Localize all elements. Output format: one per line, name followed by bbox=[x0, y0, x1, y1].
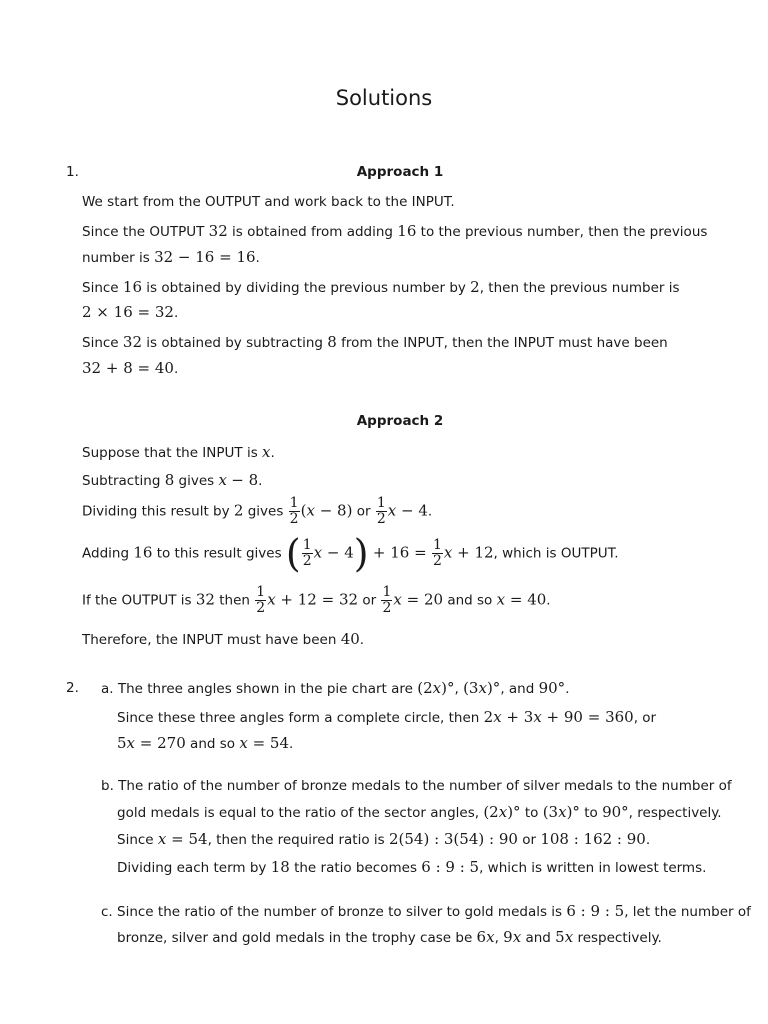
page-title: Solutions bbox=[335, 86, 433, 110]
question-1-number: 1. bbox=[66, 164, 79, 180]
approach-1-heading: Approach 1 bbox=[356, 164, 444, 180]
part-c-line-2: bronze, silver and gold medals in the trophy case be 6x, 9x and 5x respectively. bbox=[117, 928, 662, 946]
part-b-line-2: gold medals is equal to the ratio of the sector angles, (2x)° to (3x)° to 90°, respectively. bbox=[117, 803, 722, 821]
approach-2-line-4: Adding 16 to this result gives ( $\frac{1}{2}$ x − 4) + 16 = $\frac{1}{2}$ x + 12, which is OUTPUT. bbox=[82, 531, 619, 576]
fraction-one-half: $\frac{1}{2}$ bbox=[376, 495, 386, 527]
approach-1-line-7: 32 + 8 = 40. bbox=[82, 359, 179, 377]
approach-1-line-4: Since 16 is obtained by dividing the previous number by 2, then the previous number is bbox=[82, 278, 680, 296]
approach-2-line-6: Therefore, the INPUT must have been 40. bbox=[82, 630, 365, 648]
part-a-line-2: Since these three angles form a complete circle, then 2x + 3x + 90 = 360, or bbox=[117, 708, 657, 726]
approach-1-line-6: Since 32 is obtained by subtracting 8 from the INPUT, then the INPUT must have been bbox=[82, 333, 668, 351]
part-c-line-1: c. Since the ratio of the number of bronze to silver to gold medals is 6 : 9 : 5, let the number of bbox=[101, 902, 751, 920]
approach-1-line-1: We start from the OUTPUT and work back to the INPUT. bbox=[82, 194, 455, 210]
fraction-one-half: $\frac{1}{2}$ bbox=[289, 495, 299, 527]
approach-2-line-3: Dividing this result by 2 gives $\frac{1}{2}$ (x − 8) or $\frac{1}{2}$ x − 4. bbox=[82, 495, 433, 527]
part-b-line-3: Since x = 54, then the required ratio is 2(54) : 3(54) : 90 or 108 : 162 : 90. bbox=[117, 830, 651, 848]
fraction-one-half: $\frac{1}{2}$ bbox=[256, 584, 266, 616]
approach-1-line-3: number is 32 − 16 = 16. bbox=[82, 248, 260, 266]
part-a-line-3: 5x = 270 and so x = 54. bbox=[117, 734, 294, 752]
fraction-one-half: $\frac{1}{2}$ bbox=[302, 537, 312, 569]
part-b-line-4: Dividing each term by 18 the ratio becomes 6 : 9 : 5, which is written in lowest terms. bbox=[117, 858, 707, 876]
approach-2-line-2: Subtracting 8 gives x − 8. bbox=[82, 471, 263, 489]
approach-1-line-2: Since the OUTPUT 32 is obtained from adding 16 to the previous number, then the previous bbox=[82, 222, 708, 240]
question-2-number: 2. bbox=[66, 680, 79, 696]
approach-2-line-1: Suppose that the INPUT is x. bbox=[82, 443, 275, 461]
part-a-line-1: a. The three angles shown in the pie chart are (2x)°, (3x)°, and 90°. bbox=[101, 679, 570, 697]
part-b-line-1: b. The ratio of the number of bronze medals to the number of silver medals to the number of bbox=[101, 778, 732, 794]
fraction-one-half: $\frac{1}{2}$ bbox=[382, 584, 392, 616]
fraction-one-half: $\frac{1}{2}$ bbox=[432, 537, 442, 569]
approach-2-line-5: If the OUTPUT is 32 then $\frac{1}{2}$ x + 12 = 32 or $\frac{1}{2}$ x = 20 and so x = 40. bbox=[82, 584, 551, 616]
approach-2-heading: Approach 2 bbox=[356, 413, 444, 429]
approach-1-line-5: 2 × 16 = 32. bbox=[82, 303, 179, 321]
